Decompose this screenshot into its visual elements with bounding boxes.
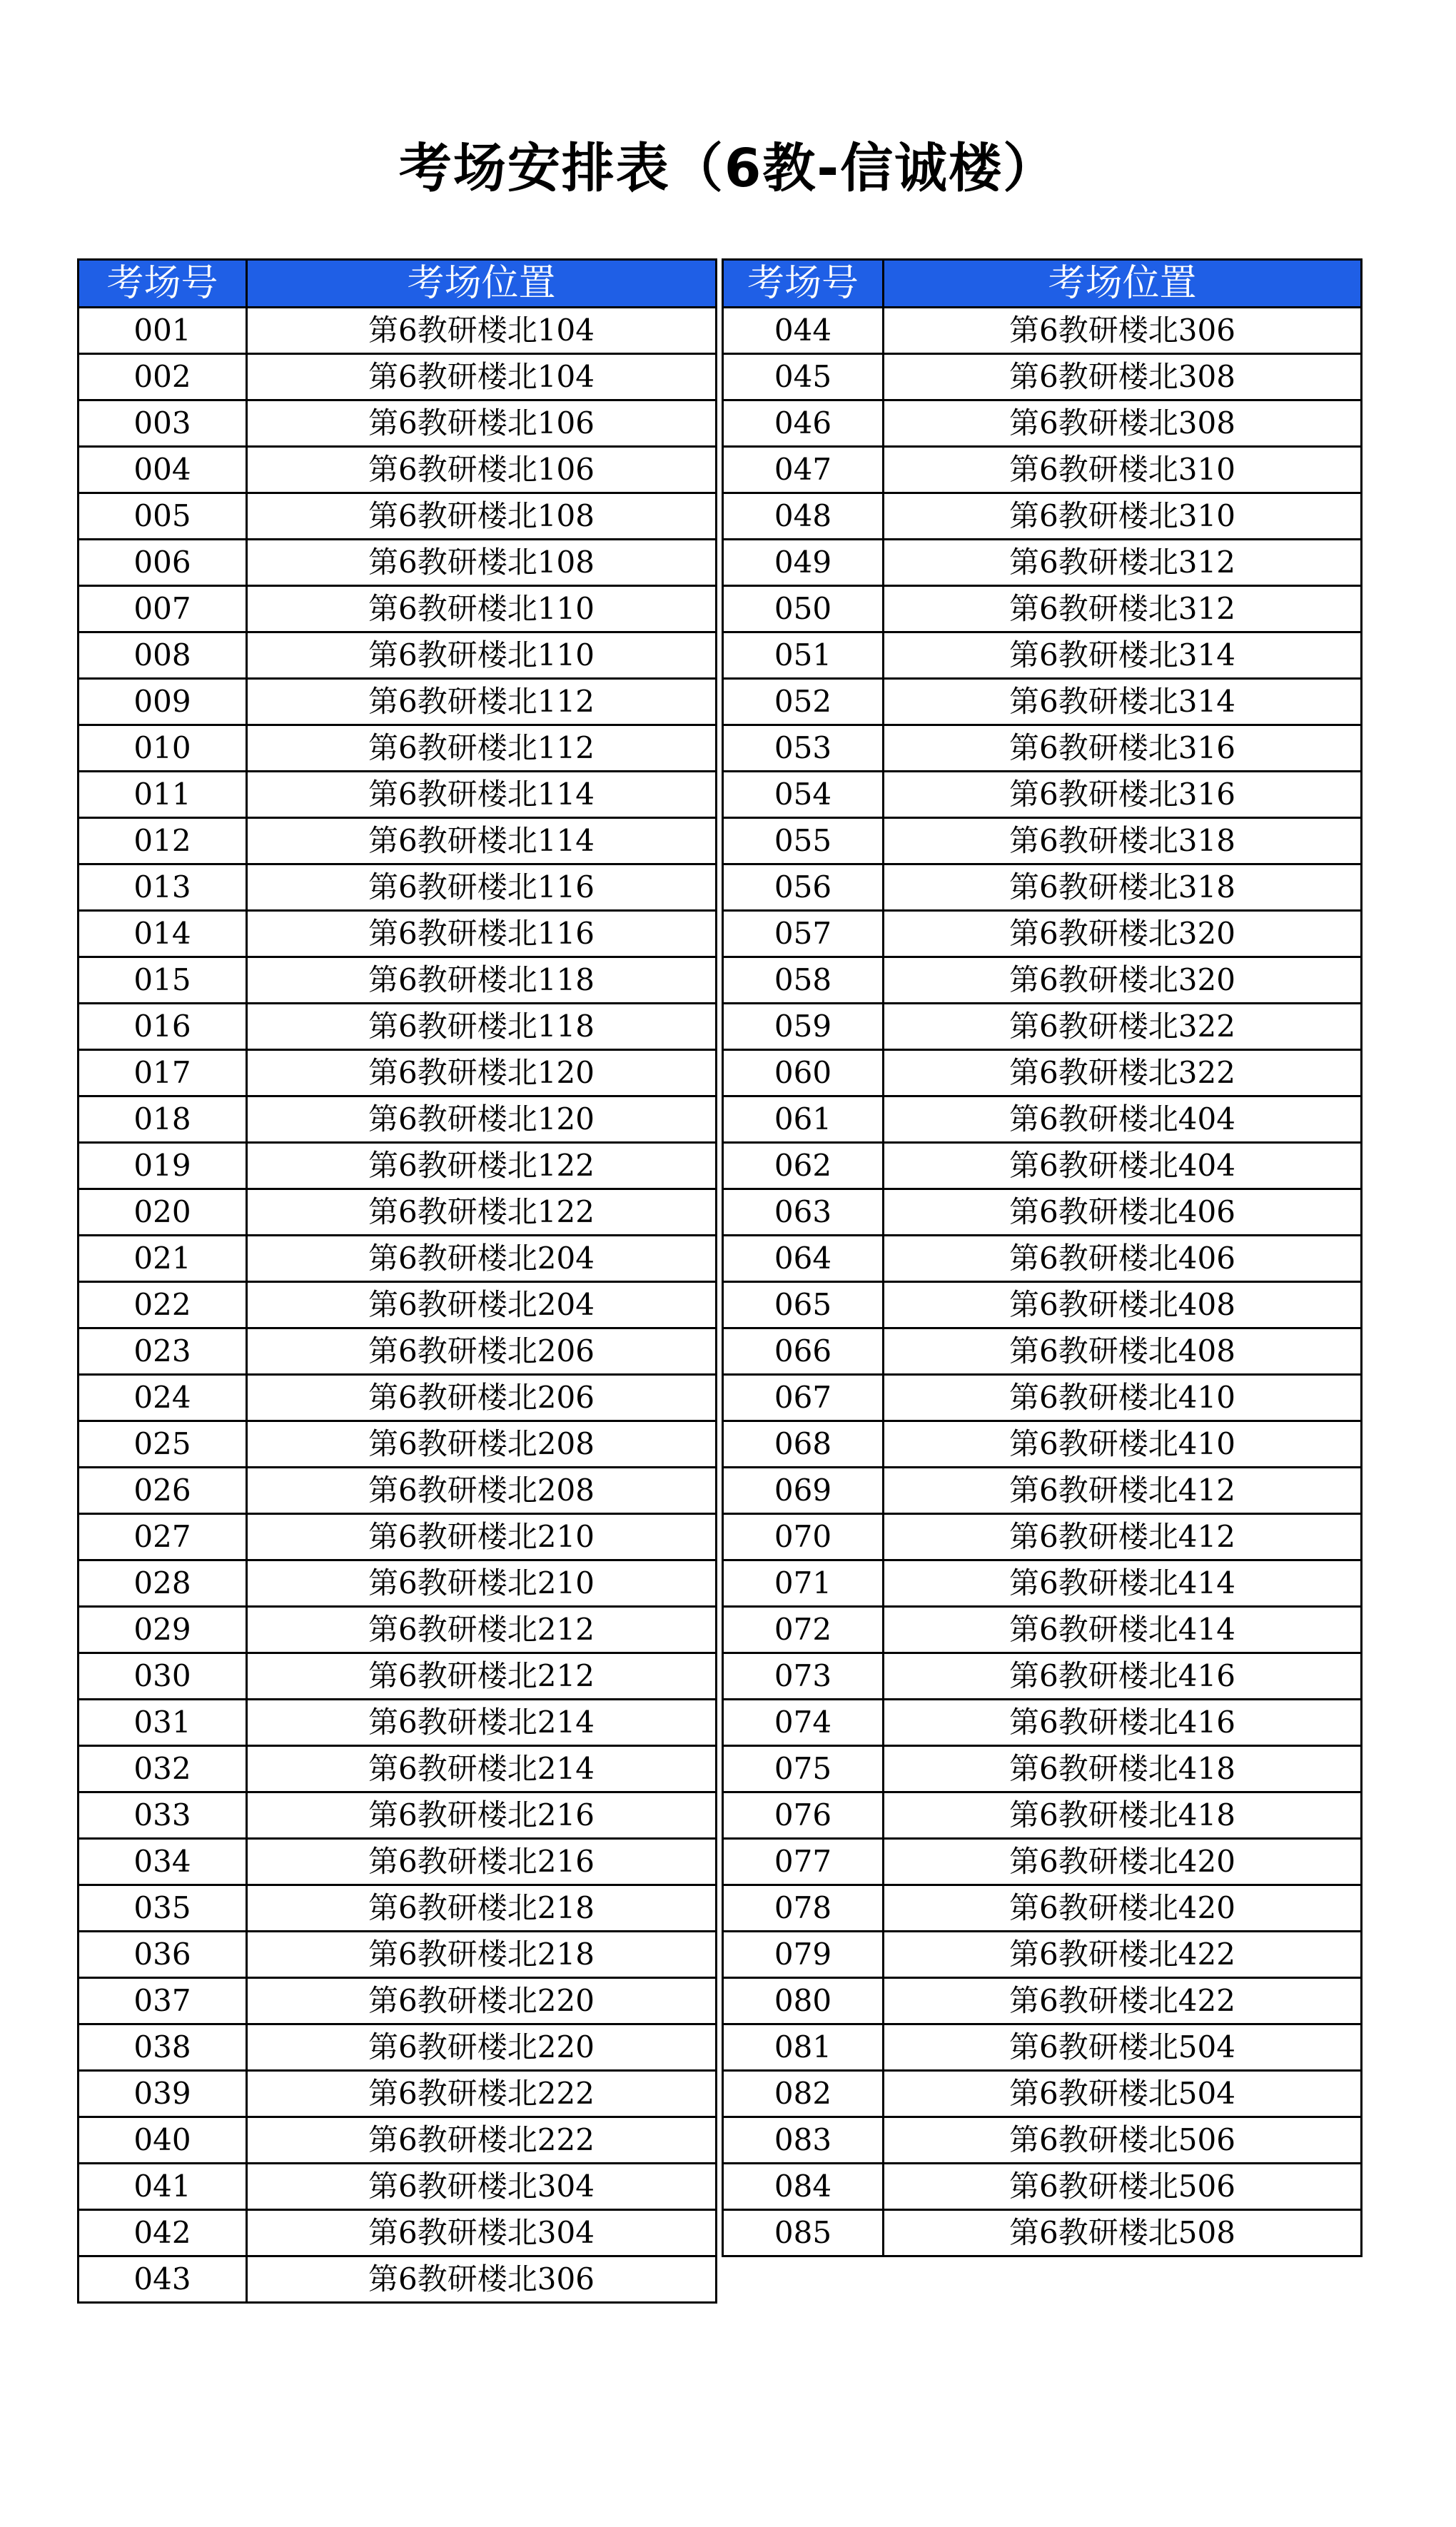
room-number-cell: 072 — [723, 1607, 884, 1653]
table-header-row — [79, 260, 717, 308]
room-number-cell: 064 — [723, 1236, 884, 1282]
room-number-cell: 025 — [79, 1421, 247, 1468]
room-location-cell: 第6教研楼北408 — [884, 1328, 1362, 1375]
page-title: 考场安排表（6教-信诚楼） — [398, 138, 1058, 199]
room-location-cell: 第6教研楼北418 — [884, 1792, 1362, 1839]
table-row — [723, 1792, 1362, 1839]
room-location-cell: 第6教研楼北410 — [884, 1375, 1362, 1421]
room-number-cell: 042 — [79, 2210, 247, 2256]
room-number-cell: 074 — [723, 1700, 884, 1746]
table-row — [79, 2210, 717, 2256]
room-number-cell: 013 — [79, 864, 247, 911]
room-number-cell: 071 — [723, 1560, 884, 1607]
room-location-cell: 第6教研楼北222 — [247, 2117, 717, 2164]
table-row — [79, 1514, 717, 1560]
room-number-cell: 082 — [723, 2071, 884, 2117]
room-location-cell: 第6教研楼北308 — [884, 400, 1362, 447]
room-number-cell: 002 — [79, 354, 247, 400]
room-location-cell: 第6教研楼北304 — [247, 2164, 717, 2210]
room-number-cell: 008 — [79, 632, 247, 679]
table-row — [79, 493, 717, 540]
room-location-cell: 第6教研楼北412 — [884, 1468, 1362, 1514]
room-location-cell: 第6教研楼北414 — [884, 1560, 1362, 1607]
room-location-cell: 第6教研楼北106 — [247, 400, 717, 447]
room-location-cell: 第6教研楼北422 — [884, 1978, 1362, 2024]
room-number-cell: 038 — [79, 2024, 247, 2071]
table-row — [723, 1653, 1362, 1700]
table-row — [723, 447, 1362, 493]
room-location-cell: 第6教研楼北506 — [884, 2117, 1362, 2164]
room-number-cell: 054 — [723, 772, 884, 818]
room-location-cell: 第6教研楼北106 — [247, 447, 717, 493]
room-number-cell: 084 — [723, 2164, 884, 2210]
table-row — [723, 957, 1362, 1004]
room-number-cell: 037 — [79, 1978, 247, 2024]
table-row — [79, 1004, 717, 1050]
room-number-cell: 080 — [723, 1978, 884, 2024]
room-number-cell: 031 — [79, 1700, 247, 1746]
table-header-row — [723, 260, 1362, 308]
room-location-cell: 第6教研楼北216 — [247, 1839, 717, 1885]
table-row — [723, 1096, 1362, 1143]
table-row — [79, 447, 717, 493]
room-location-cell: 第6教研楼北214 — [247, 1746, 717, 1792]
room-number-cell: 029 — [79, 1607, 247, 1653]
exam-room-table-left — [77, 258, 717, 2304]
room-location-cell: 第6教研楼北120 — [247, 1050, 717, 1096]
room-number-cell: 035 — [79, 1885, 247, 1932]
room-number-cell: 023 — [79, 1328, 247, 1375]
table-row — [79, 586, 717, 632]
table-row — [723, 2024, 1362, 2071]
table-row — [79, 1792, 717, 1839]
table-row — [723, 1978, 1362, 2024]
table-row — [79, 1421, 717, 1468]
room-number-cell: 001 — [79, 308, 247, 354]
table-row — [79, 1375, 717, 1421]
table-row — [723, 679, 1362, 725]
room-number-cell: 034 — [79, 1839, 247, 1885]
room-location-cell: 第6教研楼北220 — [247, 2024, 717, 2071]
room-number-cell: 005 — [79, 493, 247, 540]
table-row — [79, 2256, 717, 2303]
room-location-cell: 第6教研楼北320 — [884, 957, 1362, 1004]
table-row — [723, 586, 1362, 632]
table-row — [79, 679, 717, 725]
room-location-cell: 第6教研楼北114 — [247, 772, 717, 818]
table-row — [723, 1514, 1362, 1560]
table-row — [723, 2117, 1362, 2164]
room-number-cell: 055 — [723, 818, 884, 864]
room-location-cell: 第6教研楼北204 — [247, 1282, 717, 1328]
room-number-cell: 053 — [723, 725, 884, 772]
table-row — [79, 1328, 717, 1375]
room-number-cell: 076 — [723, 1792, 884, 1839]
table-row — [79, 1468, 717, 1514]
table-row — [723, 864, 1362, 911]
room-number-cell: 015 — [79, 957, 247, 1004]
table-row — [723, 1700, 1362, 1746]
room-location-cell: 第6教研楼北112 — [247, 725, 717, 772]
table-row — [723, 1143, 1362, 1189]
room-number-cell: 066 — [723, 1328, 884, 1375]
table-row — [723, 772, 1362, 818]
room-number-cell: 044 — [723, 308, 884, 354]
room-number-cell: 059 — [723, 1004, 884, 1050]
room-number-cell: 018 — [79, 1096, 247, 1143]
room-number-cell: 019 — [79, 1143, 247, 1189]
room-number-cell: 073 — [723, 1653, 884, 1700]
table-row — [79, 1096, 717, 1143]
room-number-cell: 085 — [723, 2210, 884, 2256]
room-number-cell: 003 — [79, 400, 247, 447]
room-number-cell: 058 — [723, 957, 884, 1004]
room-number-cell: 078 — [723, 1885, 884, 1932]
room-location-cell: 第6教研楼北314 — [884, 632, 1362, 679]
room-location-cell: 第6教研楼北122 — [247, 1189, 717, 1236]
room-number-cell: 011 — [79, 772, 247, 818]
table-row — [79, 400, 717, 447]
room-number-cell: 056 — [723, 864, 884, 911]
table-row — [723, 1746, 1362, 1792]
table-row — [79, 1653, 717, 1700]
table-row — [723, 632, 1362, 679]
table-row — [79, 1143, 717, 1189]
room-number-cell: 024 — [79, 1375, 247, 1421]
room-location-cell: 第6教研楼北318 — [884, 864, 1362, 911]
room-number-cell: 063 — [723, 1189, 884, 1236]
room-location-cell: 第6教研楼北208 — [247, 1468, 717, 1514]
room-location-cell: 第6教研楼北210 — [247, 1560, 717, 1607]
room-number-cell: 081 — [723, 2024, 884, 2071]
room-number-cell: 010 — [79, 725, 247, 772]
room-number-cell: 007 — [79, 586, 247, 632]
table-row — [723, 1328, 1362, 1375]
room-location-cell: 第6教研楼北306 — [884, 308, 1362, 354]
table-row — [723, 540, 1362, 586]
room-location-cell: 第6教研楼北410 — [884, 1421, 1362, 1468]
room-number-cell: 048 — [723, 493, 884, 540]
table-row — [723, 911, 1362, 957]
room-location-cell: 第6教研楼北112 — [247, 679, 717, 725]
room-location-cell: 第6教研楼北204 — [247, 1236, 717, 1282]
room-location-cell: 第6教研楼北206 — [247, 1328, 717, 1375]
room-number-cell: 026 — [79, 1468, 247, 1514]
table-row — [79, 725, 717, 772]
room-number-cell: 006 — [79, 540, 247, 586]
room-location-cell: 第6教研楼北414 — [884, 1607, 1362, 1653]
room-location-cell: 第6教研楼北420 — [884, 1839, 1362, 1885]
table-row — [79, 632, 717, 679]
table-row — [79, 1282, 717, 1328]
room-number-cell: 060 — [723, 1050, 884, 1096]
room-number-cell: 014 — [79, 911, 247, 957]
room-number-cell: 077 — [723, 1839, 884, 1885]
room-location-cell: 第6教研楼北418 — [884, 1746, 1362, 1792]
room-location-cell: 第6教研楼北218 — [247, 1885, 717, 1932]
room-location-cell: 第6教研楼北304 — [247, 2210, 717, 2256]
table-row — [723, 1932, 1362, 1978]
room-number-cell: 046 — [723, 400, 884, 447]
room-location-cell: 第6教研楼北408 — [884, 1282, 1362, 1328]
room-location-cell: 第6教研楼北316 — [884, 772, 1362, 818]
table-row — [79, 1607, 717, 1653]
room-location-cell: 第6教研楼北318 — [884, 818, 1362, 864]
room-location-cell: 第6教研楼北314 — [884, 679, 1362, 725]
room-number-cell: 039 — [79, 2071, 247, 2117]
room-number-cell: 020 — [79, 1189, 247, 1236]
table-row — [723, 725, 1362, 772]
room-location-cell: 第6教研楼北412 — [884, 1514, 1362, 1560]
table-row — [723, 1839, 1362, 1885]
room-location-cell: 第6教研楼北406 — [884, 1189, 1362, 1236]
room-number-cell: 043 — [79, 2256, 247, 2303]
room-location-cell: 第6教研楼北218 — [247, 1932, 717, 1978]
room-location-cell: 第6教研楼北310 — [884, 447, 1362, 493]
room-number-cell: 045 — [723, 354, 884, 400]
room-location-cell: 第6教研楼北116 — [247, 864, 717, 911]
table-row — [79, 1885, 717, 1932]
header-room-number: 考场号 — [79, 260, 247, 308]
table-row — [723, 1560, 1362, 1607]
room-location-cell: 第6教研楼北220 — [247, 1978, 717, 2024]
room-location-cell: 第6教研楼北310 — [884, 493, 1362, 540]
room-number-cell: 009 — [79, 679, 247, 725]
room-number-cell: 027 — [79, 1514, 247, 1560]
table-row — [723, 1375, 1362, 1421]
room-location-cell: 第6教研楼北312 — [884, 586, 1362, 632]
room-number-cell: 033 — [79, 1792, 247, 1839]
table-row — [79, 1839, 717, 1885]
room-location-cell: 第6教研楼北420 — [884, 1885, 1362, 1932]
room-location-cell: 第6教研楼北320 — [884, 911, 1362, 957]
room-location-cell: 第6教研楼北504 — [884, 2071, 1362, 2117]
room-location-cell: 第6教研楼北108 — [247, 493, 717, 540]
room-location-cell: 第6教研楼北122 — [247, 1143, 717, 1189]
room-number-cell: 079 — [723, 1932, 884, 1978]
room-location-cell: 第6教研楼北104 — [247, 308, 717, 354]
table-row — [723, 354, 1362, 400]
room-number-cell: 032 — [79, 1746, 247, 1792]
room-number-cell: 049 — [723, 540, 884, 586]
room-number-cell: 021 — [79, 1236, 247, 1282]
room-location-cell: 第6教研楼北210 — [247, 1514, 717, 1560]
room-location-cell: 第6教研楼北404 — [884, 1096, 1362, 1143]
room-number-cell: 040 — [79, 2117, 247, 2164]
room-number-cell: 012 — [79, 818, 247, 864]
table-row — [79, 1560, 717, 1607]
room-location-cell: 第6教研楼北312 — [884, 540, 1362, 586]
room-location-cell: 第6教研楼北322 — [884, 1004, 1362, 1050]
table-row — [723, 1050, 1362, 1096]
table-row — [79, 864, 717, 911]
table-row — [79, 957, 717, 1004]
room-number-cell: 036 — [79, 1932, 247, 1978]
room-location-cell: 第6教研楼北506 — [884, 2164, 1362, 2210]
table-row — [79, 2164, 717, 2210]
room-location-cell: 第6教研楼北222 — [247, 2071, 717, 2117]
room-location-cell: 第6教研楼北416 — [884, 1700, 1362, 1746]
table-row — [723, 400, 1362, 447]
table-row — [79, 772, 717, 818]
table-row — [723, 1468, 1362, 1514]
table-row — [79, 354, 717, 400]
room-location-cell: 第6教研楼北118 — [247, 1004, 717, 1050]
header-room-location: 考场位置 — [247, 260, 717, 308]
room-location-cell: 第6教研楼北110 — [247, 586, 717, 632]
room-number-cell: 016 — [79, 1004, 247, 1050]
table-row — [79, 1746, 717, 1792]
table-row — [79, 1932, 717, 1978]
table-row — [79, 540, 717, 586]
room-number-cell: 062 — [723, 1143, 884, 1189]
room-number-cell: 050 — [723, 586, 884, 632]
table-row — [79, 1189, 717, 1236]
room-number-cell: 052 — [723, 679, 884, 725]
room-location-cell: 第6教研楼北110 — [247, 632, 717, 679]
room-location-cell: 第6教研楼北108 — [247, 540, 717, 586]
room-number-cell: 022 — [79, 1282, 247, 1328]
room-location-cell: 第6教研楼北206 — [247, 1375, 717, 1421]
room-number-cell: 004 — [79, 447, 247, 493]
room-number-cell: 041 — [79, 2164, 247, 2210]
room-location-cell: 第6教研楼北214 — [247, 1700, 717, 1746]
table-row — [723, 308, 1362, 354]
room-number-cell: 061 — [723, 1096, 884, 1143]
table-row — [79, 2071, 717, 2117]
room-number-cell: 083 — [723, 2117, 884, 2164]
table-row — [723, 1607, 1362, 1653]
table-row — [723, 2164, 1362, 2210]
room-location-cell: 第6教研楼北406 — [884, 1236, 1362, 1282]
table-row — [723, 1189, 1362, 1236]
room-number-cell: 065 — [723, 1282, 884, 1328]
table-row — [79, 2024, 717, 2071]
exam-room-table-right — [722, 258, 1363, 2257]
header-room-location: 考场位置 — [884, 260, 1362, 308]
room-location-cell: 第6教研楼北114 — [247, 818, 717, 864]
room-number-cell: 067 — [723, 1375, 884, 1421]
room-location-cell: 第6教研楼北212 — [247, 1653, 717, 1700]
room-location-cell: 第6教研楼北416 — [884, 1653, 1362, 1700]
table-row — [723, 2210, 1362, 2256]
table-row — [723, 818, 1362, 864]
room-location-cell: 第6教研楼北322 — [884, 1050, 1362, 1096]
room-number-cell: 028 — [79, 1560, 247, 1607]
room-location-cell: 第6教研楼北208 — [247, 1421, 717, 1468]
room-location-cell: 第6教研楼北508 — [884, 2210, 1362, 2256]
room-number-cell: 051 — [723, 632, 884, 679]
room-location-cell: 第6教研楼北316 — [884, 725, 1362, 772]
room-location-cell: 第6教研楼北212 — [247, 1607, 717, 1653]
room-number-cell: 057 — [723, 911, 884, 957]
room-number-cell: 075 — [723, 1746, 884, 1792]
room-location-cell: 第6教研楼北216 — [247, 1792, 717, 1839]
room-number-cell: 070 — [723, 1514, 884, 1560]
table-row — [79, 1236, 717, 1282]
table-row — [79, 818, 717, 864]
table-row — [723, 2071, 1362, 2117]
table-row — [723, 1282, 1362, 1328]
room-location-cell: 第6教研楼北404 — [884, 1143, 1362, 1189]
table-row — [79, 1700, 717, 1746]
room-location-cell: 第6教研楼北504 — [884, 2024, 1362, 2071]
table-row — [79, 308, 717, 354]
table-row — [79, 1050, 717, 1096]
room-location-cell: 第6教研楼北120 — [247, 1096, 717, 1143]
room-number-cell: 069 — [723, 1468, 884, 1514]
room-location-cell: 第6教研楼北308 — [884, 354, 1362, 400]
room-number-cell: 068 — [723, 1421, 884, 1468]
room-location-cell: 第6教研楼北104 — [247, 354, 717, 400]
room-location-cell: 第6教研楼北116 — [247, 911, 717, 957]
table-row — [79, 911, 717, 957]
table-row — [79, 2117, 717, 2164]
header-room-number: 考场号 — [723, 260, 884, 308]
table-row — [79, 1978, 717, 2024]
table-row — [723, 1885, 1362, 1932]
table-row — [723, 1236, 1362, 1282]
room-number-cell: 047 — [723, 447, 884, 493]
room-location-cell: 第6教研楼北306 — [247, 2256, 717, 2303]
table-row — [723, 1004, 1362, 1050]
room-number-cell: 017 — [79, 1050, 247, 1096]
room-number-cell: 030 — [79, 1653, 247, 1700]
room-location-cell: 第6教研楼北118 — [247, 957, 717, 1004]
table-row — [723, 1421, 1362, 1468]
table-row — [723, 493, 1362, 540]
room-location-cell: 第6教研楼北422 — [884, 1932, 1362, 1978]
